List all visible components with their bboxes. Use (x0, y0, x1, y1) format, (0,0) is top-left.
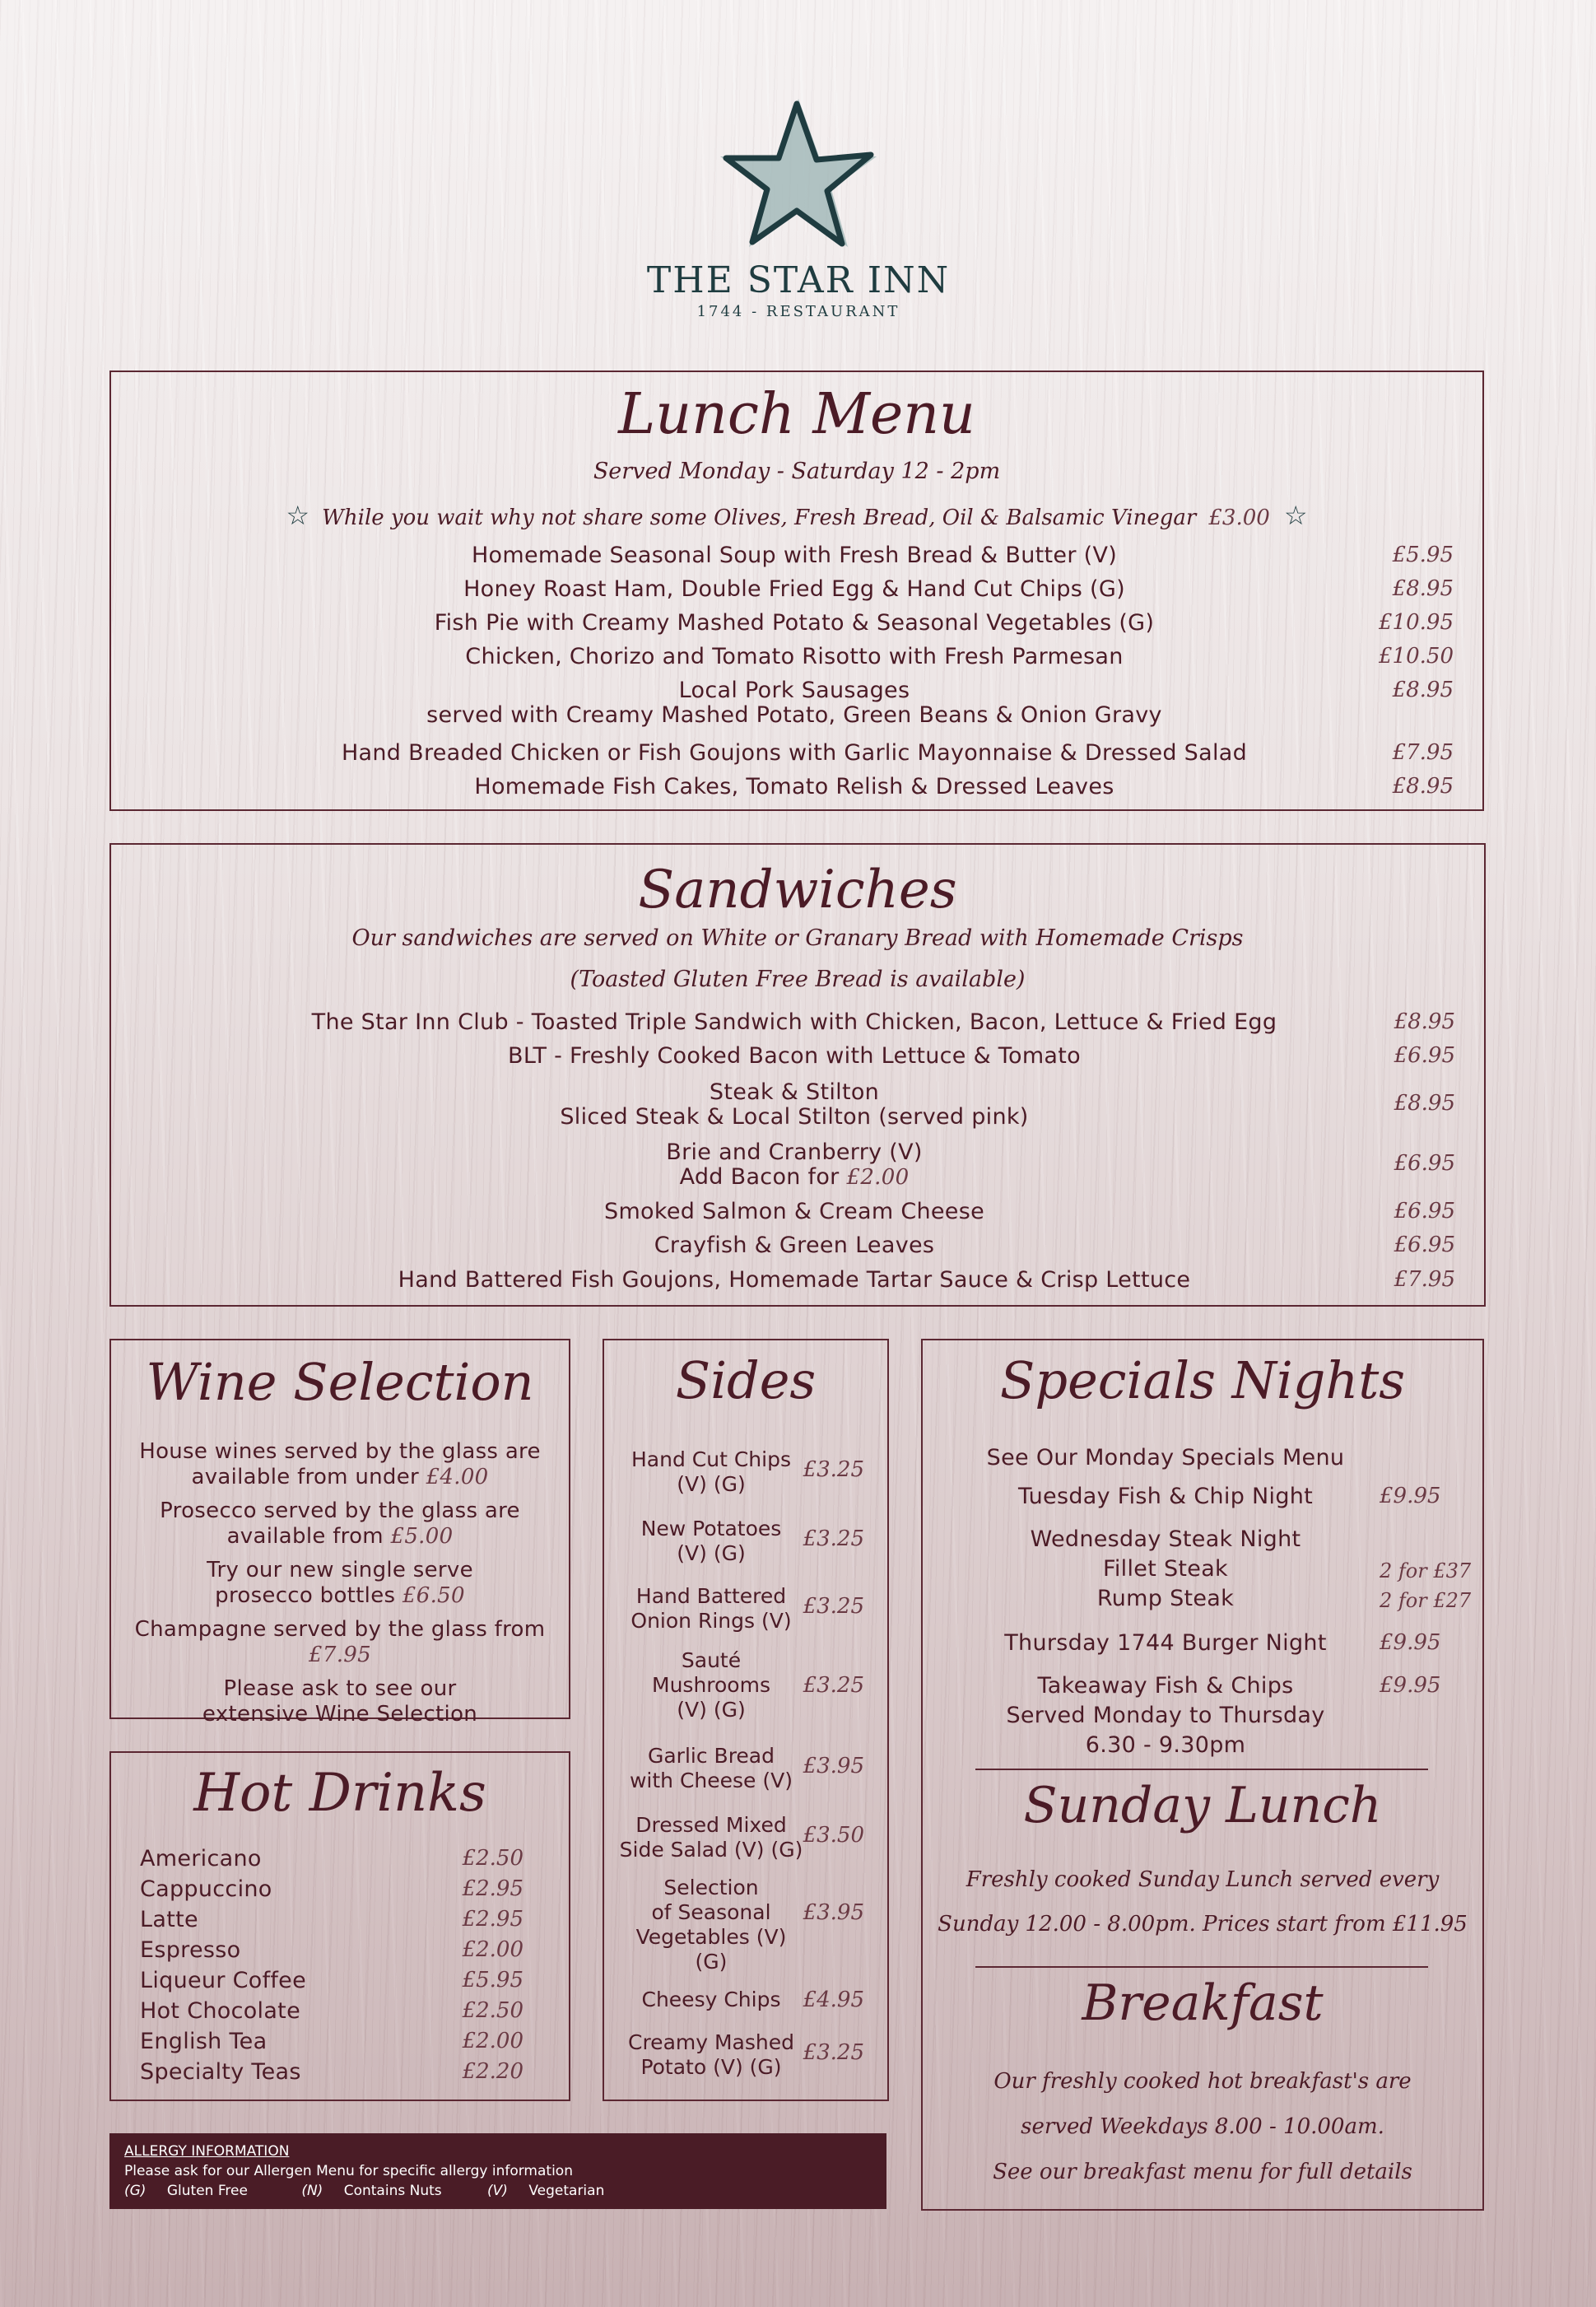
side-price: £3.95 (803, 1900, 864, 1925)
hot-drink-item (111, 1998, 569, 2029)
hot-drink-price: £2.95 (462, 1876, 523, 1901)
side-item (604, 1517, 887, 1584)
wine-price: £5.00 (390, 1524, 454, 1549)
wine-section (109, 1339, 570, 1727)
side-line: Potato (V) (G) (640, 2055, 782, 2079)
wine-line: Try our new single serve (207, 1558, 473, 1582)
side-item (604, 1876, 887, 1988)
specials-takeaway-days: Served Monday to Thursday (1006, 1703, 1325, 1728)
hot-drink-price: £2.00 (462, 1937, 523, 1962)
hot-drink-item (111, 1876, 569, 1907)
side-price: £3.25 (803, 1673, 864, 1698)
lunch-item-name: Homemade Fish Cakes, Tomato Relish & Dressed Leaves (474, 774, 1114, 799)
side-item (604, 1584, 887, 1648)
sandwiches-title: Sandwiches (638, 860, 957, 920)
lunch-item-price: £8.95 (1392, 678, 1454, 702)
side-price: £3.25 (803, 1457, 864, 1482)
wine-line-with-price (111, 1617, 569, 1668)
side-line: New Potatoes (640, 1517, 782, 1540)
side-line: Hand Cut Chips (631, 1447, 791, 1471)
wine-price: £4.00 (426, 1465, 489, 1489)
sandwich-price: £8.95 (1394, 1009, 1455, 1034)
sides-list (604, 1447, 887, 2088)
wine-line-with-price (111, 1583, 569, 1609)
side-price: £3.50 (803, 1823, 864, 1848)
sandwich-name: Hand Battered Fish Goujons, Homemade Tartar Sauce & Crisp Lettuce (398, 1267, 1191, 1293)
side-line: Side Salad (V) (G) (619, 1838, 803, 1862)
side-item (604, 2030, 887, 2088)
specials-fillet: Fillet Steak (1103, 1556, 1228, 1582)
lunch-item-name: Hand Breaded Chicken or Fish Goujons with Garlic Mayonnaise & Dressed Salad (341, 740, 1248, 766)
logo (634, 91, 963, 329)
sandwiches-section (109, 843, 1486, 1307)
sandwich-price: £6.95 (1394, 1043, 1455, 1068)
side-line: Selection (663, 1876, 759, 1899)
sandwich-name: Steak & Stilton (709, 1079, 880, 1105)
side-line: Hand Battered (635, 1584, 787, 1608)
wine-line: prosecco bottles (215, 1583, 396, 1608)
hot-drink-item (111, 2059, 569, 2090)
wine-line: Prosecco served by the glass are (160, 1498, 520, 1523)
specials-tuesday: Tuesday Fish & Chip Night (1017, 1484, 1314, 1509)
hot-drink-price: £2.50 (462, 1998, 523, 2023)
lunch-item-name: Homemade Seasonal Soup with Fresh Bread & Butter (V) (471, 543, 1118, 568)
side-price: £3.25 (803, 1594, 864, 1619)
sandwich-price: £6.95 (1394, 1151, 1455, 1176)
star-left-icon: ☆ (286, 500, 310, 531)
sandwich-price: £6.95 (1394, 1233, 1455, 1257)
hot-drink-price: £2.20 (462, 2059, 523, 2084)
sunday-line: Freshly cooked Sunday Lunch served every (966, 1867, 1440, 1892)
specials-title: Specials Nights (999, 1350, 1406, 1410)
wine-line: Champagne served by the glass from (134, 1617, 546, 1642)
allergy-code: (N) (301, 2183, 323, 2199)
specials-wednesday: Wednesday Steak Night (1030, 1526, 1301, 1552)
specials-takeaway: Takeaway Fish & Chips (1037, 1673, 1294, 1699)
star-right-icon: ☆ (1283, 500, 1308, 531)
allergy-label: Vegetarian (528, 2183, 605, 2199)
sides-title: Sides (675, 1350, 817, 1410)
allergy-label: Gluten Free (166, 2183, 248, 2199)
breakfast-line: served Weekdays 8.00 - 10.00am. (1021, 2114, 1384, 2139)
side-line: with Cheese (V) (629, 1769, 793, 1792)
lunch-item-name: Local Pork Sausages (678, 678, 910, 703)
lunch-item-price: £5.95 (1392, 543, 1454, 567)
hot-drink-price: £2.00 (462, 2029, 523, 2053)
wine-list (111, 1439, 569, 1727)
lunch-item-price: £8.95 (1392, 774, 1454, 799)
wine-price: £6.50 (402, 1583, 465, 1608)
side-item (604, 1744, 887, 1813)
hot-drink-item (111, 2029, 569, 2059)
hot-drink-item (111, 1937, 569, 1968)
hot-drink-name: Americano (140, 1846, 262, 1871)
hot-drink-price: £5.95 (462, 1968, 523, 1992)
sandwich-sub: Sliced Steak & Local Stilton (served pink) (560, 1104, 1029, 1130)
specials-tuesday-price: £9.95 (1380, 1484, 1441, 1508)
wine-title: Wine Selection (146, 1352, 534, 1412)
side-line: of Seasonal (651, 1900, 771, 1924)
side-price: £3.25 (803, 2040, 864, 2065)
restaurant-name: THE STAR INN (646, 259, 951, 301)
wine-line: Please ask to see our (223, 1676, 457, 1701)
allergy-label: Contains Nuts (343, 2183, 442, 2199)
side-line: (V) (G) (677, 1698, 746, 1722)
wine-line-with-price (111, 1465, 569, 1490)
specials-rump-price: 2 for £27 (1380, 1589, 1472, 1612)
sandwich-name: The Star Inn Club - Toasted Triple Sandwich with Chicken, Bacon, Lettuce & Fried Egg (311, 1009, 1277, 1035)
starter-price: £3.00 (1208, 506, 1270, 530)
hot-drink-price: £2.50 (462, 1846, 523, 1871)
lunch-menu-section (109, 371, 1484, 811)
sides-section (603, 1339, 889, 2101)
hot-drink-name: Cappuccino (140, 1876, 272, 1902)
wine-line: available from under (191, 1465, 420, 1489)
side-item (604, 1447, 887, 1517)
wine-line: extensive Wine Selection (202, 1702, 478, 1727)
sandwich-name: BLT - Freshly Cooked Bacon with Lettuce & Tomato (508, 1043, 1081, 1069)
side-line: Mushrooms (652, 1673, 770, 1697)
side-line: (V) (G) (677, 1472, 746, 1496)
divider (975, 1966, 1428, 1968)
hot-drink-name: Espresso (140, 1937, 241, 1963)
allergy-line: Please ask for our Allergen Menu for specific allergy information (124, 2163, 573, 2179)
hot-drink-item (111, 1968, 569, 1998)
sandwiches-gluten-note: (Toasted Gluten Free Bread is available) (570, 967, 1026, 992)
allergy-title: ALLERGY INFORMATION (124, 2143, 290, 2160)
specials-takeaway-time: 6.30 - 9.30pm (1085, 1732, 1246, 1758)
side-line: Dressed Mixed (635, 1813, 787, 1837)
lunch-served: Served Monday - Saturday 12 - 2pm (593, 459, 1001, 484)
breakfast-line: See our breakfast menu for full details (993, 2160, 1412, 2184)
specials-thursday: Thursday 1744 Burger Night (1004, 1630, 1327, 1656)
lunch-item-price: £10.95 (1379, 610, 1454, 635)
side-line: (G) (695, 1950, 728, 1974)
sandwich-sub: Add Bacon for (679, 1164, 840, 1190)
wine-line-with-price (111, 1524, 569, 1550)
sandwich-price: £8.95 (1394, 1091, 1455, 1116)
side-price: £3.95 (803, 1754, 864, 1778)
allergy-code: (V) (487, 2183, 508, 2199)
side-price: £3.25 (803, 1526, 864, 1551)
specials-rump: Rump Steak (1096, 1586, 1235, 1611)
side-line: Vegetables (V) (635, 1925, 787, 1949)
hot-drink-name: English Tea (140, 2029, 268, 2054)
hot-drink-name: Latte (140, 1907, 198, 1932)
starter-text: While you wait why not share some Olives, Fresh Bread, Oil & Balsamic Vinegar (322, 506, 1197, 530)
lunch-item-price: £7.95 (1392, 740, 1454, 765)
lunch-item-sub: served with Creamy Mashed Potato, Green Beans & Onion Gravy (426, 702, 1162, 728)
specials-monday: See Our Monday Specials Menu (986, 1445, 1345, 1470)
lunch-item-name: Fish Pie with Creamy Mashed Potato & Seasonal Vegetables (G) (434, 610, 1155, 636)
side-line: (V) (G) (677, 1541, 746, 1565)
side-item (604, 1813, 887, 1876)
hot-drinks-title: Hot Drinks (193, 1763, 486, 1824)
restaurant-tagline: 1744 - RESTAURANT (696, 303, 900, 320)
sandwich-name: Crayfish & Green Leaves (654, 1233, 935, 1258)
allergy-code: (G) (124, 2183, 147, 2199)
sunday-line: Sunday 12.00 - 8.00pm. Prices start from £11.95 (938, 1912, 1468, 1936)
side-line: Cheesy Chips (641, 1988, 781, 2011)
sunday-title: Sunday Lunch (1023, 1777, 1382, 1834)
specials-thursday-price: £9.95 (1380, 1630, 1441, 1655)
specials-section (921, 1339, 1484, 2211)
sandwich-name: Smoked Salmon & Cream Cheese (604, 1199, 984, 1224)
side-line: Garlic Bread (647, 1744, 775, 1768)
side-item (604, 1648, 887, 1744)
breakfast-title: Breakfast (1082, 1974, 1324, 2032)
sandwiches-note: Our sandwiches are served on White or Granary Bread with Homemade Crisps (351, 925, 1244, 951)
hot-drink-name: Hot Chocolate (140, 1998, 300, 2024)
sandwich-price: £7.95 (1394, 1267, 1455, 1292)
hot-drinks-list (111, 1846, 569, 2090)
wine-line: House wines served by the glass are (139, 1439, 541, 1464)
star-icon (708, 91, 889, 255)
hot-drink-name: Liqueur Coffee (140, 1968, 307, 1993)
hot-drink-price: £2.95 (462, 1907, 523, 1932)
hot-drink-name: Specialty Teas (140, 2059, 301, 2085)
sandwich-sub-line (111, 1164, 1477, 1190)
side-line: Onion Rings (V) (630, 1609, 792, 1633)
side-price: £4.95 (803, 1988, 864, 2012)
specials-fillet-price: 2 for £37 (1380, 1559, 1472, 1582)
lunch-title: Lunch Menu (618, 382, 975, 447)
lunch-item-price: £10.50 (1379, 644, 1454, 669)
sandwich-name: Brie and Cranberry (V) (666, 1140, 923, 1165)
starter-line (111, 500, 1482, 531)
breakfast-line: Our freshly cooked hot breakfast's are (993, 2069, 1412, 2094)
allergy-legend (124, 2181, 872, 2201)
sandwich-price: £6.95 (1394, 1199, 1455, 1223)
sandwich-sub-price: £2.00 (846, 1165, 910, 1190)
wine-line: available from (226, 1524, 384, 1549)
side-line: Creamy Mashed (628, 2030, 794, 2054)
divider (975, 1769, 1428, 1770)
side-line: Sauté (681, 1648, 742, 1672)
side-item (604, 1988, 887, 2030)
wine-price: £7.95 (309, 1643, 371, 1667)
lunch-item-name: Chicken, Chorizo and Tomato Risotto with Fresh Parmesan (465, 644, 1124, 669)
specials-takeaway-price: £9.95 (1380, 1673, 1441, 1698)
lunch-item-name: Honey Roast Ham, Double Fried Egg & Hand Cut Chips (G) (463, 576, 1125, 602)
hot-drink-item (111, 1907, 569, 1937)
lunch-item-price: £8.95 (1392, 576, 1454, 601)
hot-drink-item (111, 1846, 569, 1876)
allergy-information (109, 2133, 886, 2209)
hot-drinks-section (109, 1751, 570, 2101)
